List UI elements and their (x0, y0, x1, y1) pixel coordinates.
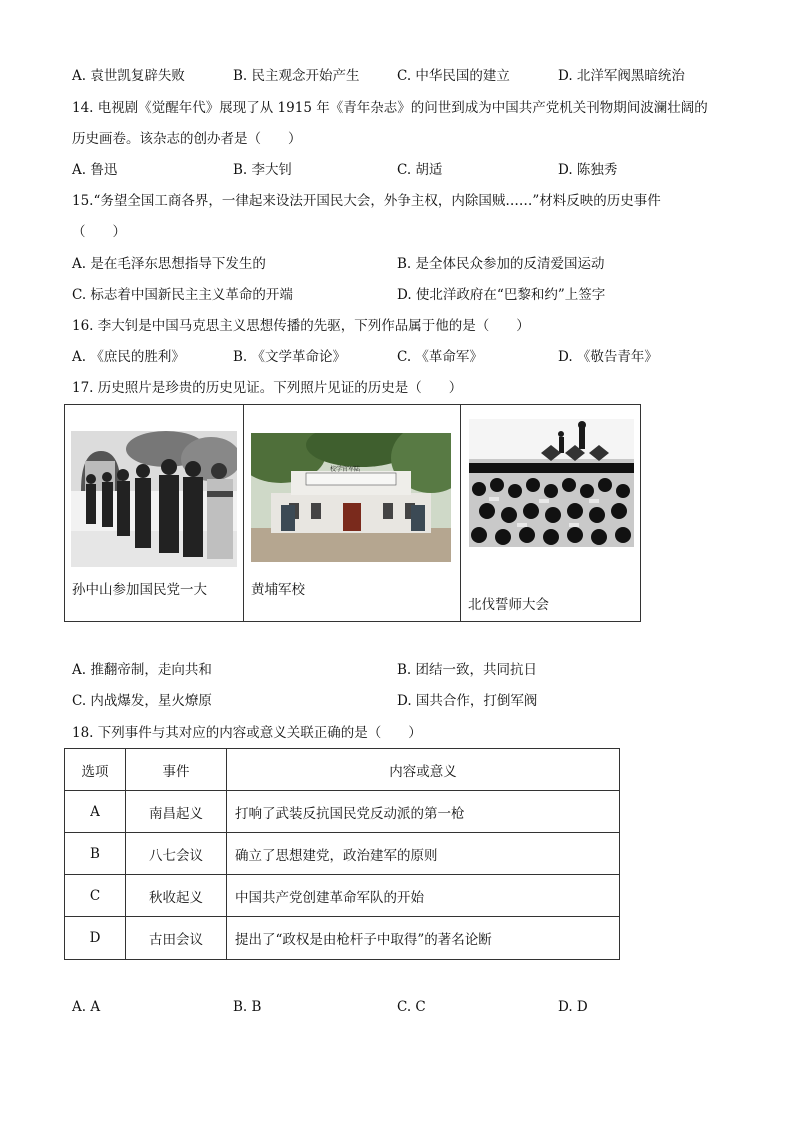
q14-options (0, 160, 794, 180)
photo-whampoa-academy (251, 433, 451, 562)
q15-stem-line1: 15.“务望全国工商各界，一律起来设法开国民大会，外争主权，内除国贼……”材料反映的历史事件 (72, 193, 661, 209)
table-cell-option-d: D (65, 917, 126, 959)
q18-options (0, 997, 794, 1017)
q14-stem-line2: 历史画卷。该杂志的创办者是（ ） (72, 131, 302, 147)
table-cell-event-a: 南昌起义 (126, 791, 227, 833)
photo-northern-expedition-rally (469, 419, 634, 547)
q17-option-c[interactable]: C. 内战爆发，星火燎原 (72, 693, 212, 709)
q13-option-b[interactable]: B. 民主观念开始产生 (233, 68, 360, 84)
q15-option-b[interactable]: B. 是全体民众参加的反清爱国运动 (397, 256, 605, 272)
whampoa-sign: 校学官军陆 (330, 466, 361, 473)
q13-option-c[interactable]: C. 中华民国的建立 (397, 68, 510, 84)
q15-stem-line2: （ ） (72, 224, 126, 240)
q14-stem-line1: 14. 电视剧《觉醒年代》展现了从 1915 年《青年杂志》的问世到成为中国共产党机关刊物期间波澜壮阔的 (72, 100, 708, 116)
q14-option-d[interactable]: D. 陈独秀 (558, 162, 618, 178)
photo-cell-northern-expedition (461, 405, 640, 621)
caption-whampoa: 黄埔军校 (251, 582, 305, 598)
q15-option-c[interactable]: C. 标志着中国新民主主义革命的开端 (72, 287, 293, 303)
photo-sun-yatsen-kmt-congress (71, 431, 237, 567)
q17-option-d[interactable]: D. 国共合作，打倒军阀 (397, 693, 538, 709)
table-cell-option-b: B (65, 833, 126, 875)
q17-stem: 17. 历史照片是珍贵的历史见证。下列照片见证的历史是（ ） (72, 380, 463, 396)
table-cell-event-b: 八七会议 (126, 833, 227, 875)
photo-cell-whampoa (244, 405, 461, 621)
q16-option-d[interactable]: D. 《敬告青年》 (558, 349, 658, 365)
table-cell-event-c: 秋收起义 (126, 875, 227, 917)
table-cell-meaning-d: 提出了“政权是由枪杆子中取得”的著名论断 (235, 932, 492, 948)
q14-option-c[interactable]: C. 胡适 (397, 162, 443, 178)
q18-option-b[interactable]: B. B (233, 999, 262, 1015)
table-cell-meaning-c: 中国共产党创建革命军队的开始 (227, 875, 619, 917)
q16-option-b[interactable]: B. 《文学革命论》 (233, 349, 347, 365)
q16-options (0, 347, 794, 367)
table-cell-option-a: A (65, 791, 126, 833)
q17-option-b[interactable]: B. 团结一致，共同抗日 (397, 662, 538, 678)
q13-option-d[interactable]: D. 北洋军阀黑暗统治 (558, 68, 685, 84)
table-cell-option-c: C (65, 875, 126, 917)
q16-option-c[interactable]: C. 《革命军》 (397, 349, 483, 365)
th-option: 选项 (65, 749, 126, 791)
table-cell-meaning-b: 确立了思想建党，政治建军的原则 (227, 833, 619, 875)
q18-table (64, 748, 620, 960)
q15-option-a[interactable]: A. 是在毛泽东思想指导下发生的 (72, 256, 266, 272)
photo-cell-sun-yatsen (65, 405, 244, 621)
q15-option-d[interactable]: D. 使北洋政府在“巴黎和约”上签字 (397, 287, 606, 303)
th-event: 事件 (126, 749, 227, 791)
q16-option-a[interactable]: A. 《庶民的胜利》 (72, 349, 185, 365)
q18-stem: 18. 下列事件与其对应的内容或意义关联正确的是（ ） (72, 725, 422, 741)
caption-sun-yatsen: 孙中山参加国民党一大 (72, 582, 207, 598)
th-meaning: 内容或意义 (227, 749, 619, 791)
q17-option-a[interactable]: A. 推翻帝制，走向共和 (72, 662, 212, 678)
caption-northern-expedition: 北伐誓师大会 (468, 597, 549, 613)
q14-option-a[interactable]: A. 鲁迅 (72, 162, 118, 178)
q16-stem: 16. 李大钊是中国马克思主义思想传播的先驱，下列作品属于他的是（ ） (72, 318, 530, 334)
q13-options (0, 66, 794, 86)
q17-photo-table (64, 404, 641, 622)
q13-option-a[interactable]: A. 袁世凯复辟失败 (72, 68, 185, 84)
q18-option-d[interactable]: D. D (558, 999, 588, 1015)
table-cell-meaning-a: 打响了武装反抗国民党反动派的第一枪 (227, 791, 619, 833)
q14-option-b[interactable]: B. 李大钊 (233, 162, 293, 178)
q18-option-a[interactable]: A. A (72, 999, 101, 1015)
table-cell-event-d: 古田会议 (126, 917, 227, 959)
q18-option-c[interactable]: C. C (397, 999, 426, 1015)
